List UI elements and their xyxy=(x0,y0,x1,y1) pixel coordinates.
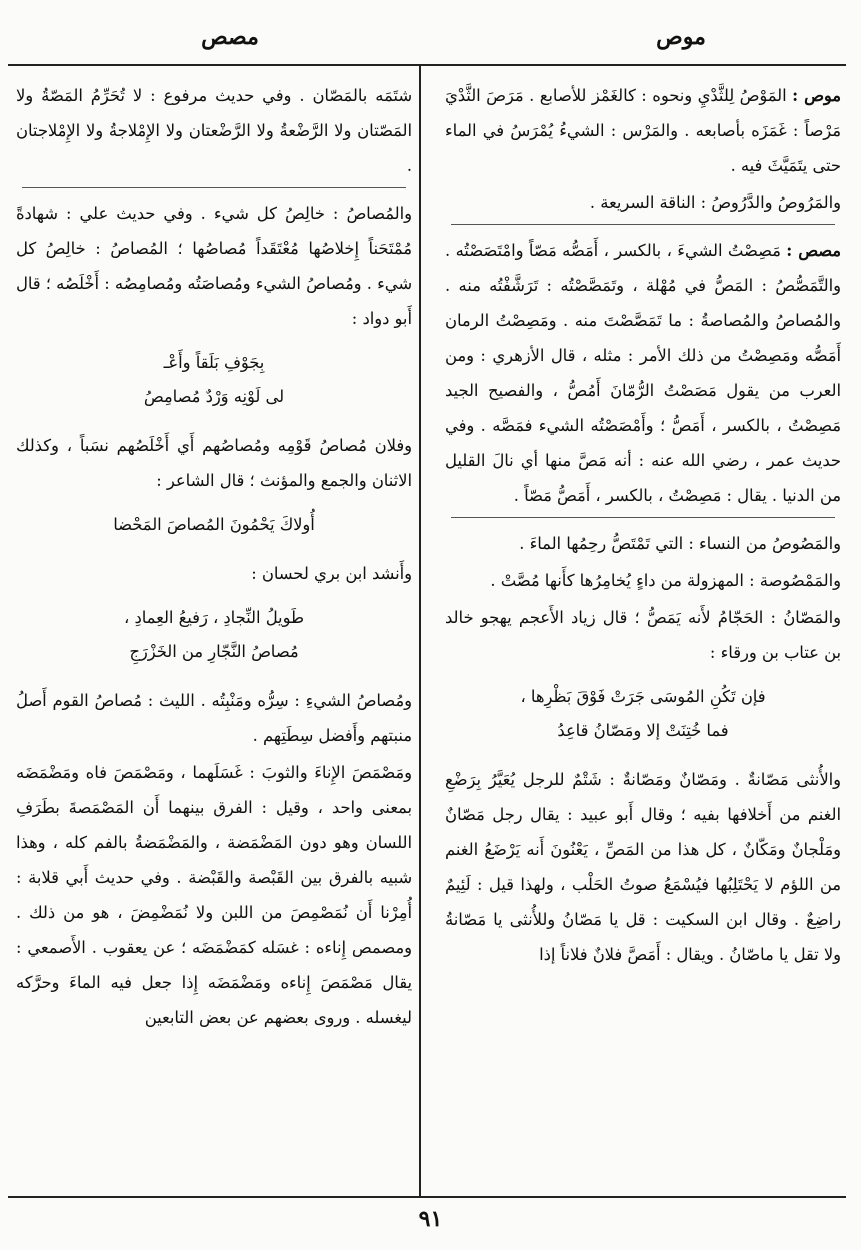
paragraph-separator xyxy=(22,187,406,188)
paragraph: والمَصُوصُ من النساء : التي تَمْتَصُّ رحِمُها الماءَ . xyxy=(519,534,841,553)
root-word: موص : xyxy=(792,86,841,105)
entry-text: مَصِصْتُ الشيءَ ، بالكسر ، أَمَصُّه مَصّاً وامْتَصَصْتُه . والتَّمَصُّصُ : المَصُّ في مُهْلة ، وتَمَصَّصْتُه : تَرَشَّفْتُه منه . والمُصاصُ والمُصاصةُ : ما تَمَصَّصْتَ منه . ومَصِصْتُ الرمان أَمَصُّه ومَصِصْتُ من ذلك الأمر : مثله ، قال الأزهري : ومن العرب من يقول مَصَصْتُ الرُّمّانَ أَمُصُّ ، والفصيح الجيد مَصِصْتُ ، بالكسر ، أَمَصُّ ؛ وأَمْصَصْتُه الشيء فمَصَّه . وفي حديث عمر ، رضي الله عنه : أنه مَصَّ منها أي نالَ القليل من الدنيا . يقال : مَصِصْتُ ، بالكسر ، أَمَصُّ مَصّاً . xyxy=(445,241,841,505)
verse-line: أُولاكَ يَحْمُونَ المُصاصَ المَحْضا xyxy=(113,515,315,534)
paragraph: وفلان مُصاصُ قَوْمِه ومُصاصُهم أَي أَخْلَصُهم نسَباً ، وكذلك الاثنان والجمع والمؤنث ؛ قال الشاعر : xyxy=(16,436,412,490)
poem xyxy=(16,346,412,414)
page-number: ٩١ xyxy=(418,1206,443,1232)
verse-line: مُصاصُ النَّجّارِ من الخَزْرَجِ xyxy=(129,642,299,661)
column-divider xyxy=(419,64,421,1196)
paragraph: والأُنثى مَصّانةٌ . ومَصّانٌ ومَصّانةٌ : شَتْمٌ للرجل يُعَيَّرُ بِرَضْعِ الغنم من أَخلافها بفيه ؛ وقال أَبو عبيد : يقال رجل مَصّانٌ ومَلْجانٌ ومَكّانٌ ، كل هذا من المَصِّ ، يَعْنُونَ أَنه يَرْضَعُ الغنم من اللؤم لا يَحْتَلِبُها فيُسْمَعُ صوتُ الحَلْب ، ولهذا قيل : لَئِيمٌ راضِعٌ . وقال ابن السكيت : قل يا مَصّانُ وللأُنثى يا مَصّانةُ ولا تقل يا ماصّانُ . ويقال : أَمَصَّ فلانٌ فلاناً إذا xyxy=(445,770,841,964)
left-column xyxy=(16,78,412,1190)
poem xyxy=(445,680,841,748)
paragraph: وأَنشد ابن بري لحسان : xyxy=(251,564,412,583)
paragraph: والمُصاصُ : خالِصُ كل شيء . وفي حديث علي : شهادةً مُمْتَحَناً إِخلاصُها مُعْتَقَداً مُصاصُها ؛ المُصاصُ : خالِصُ كل شيء . ومُصاصُ الشيء ومُصاصَتُه ومُصامِصُه : أَخْلَصُه ؛ قال أَبو دواد : xyxy=(16,204,412,328)
verse-line: طَويلُ النِّجادِ ، رَفيعُ العِمادِ ، xyxy=(124,608,304,627)
footer-rule xyxy=(8,1196,846,1198)
paragraph: والمَمْصُوصة : المهزولة من داءٍ يُخامِرُها كأَنها مُصَّتْ . xyxy=(490,571,841,590)
root-word: مصص : xyxy=(786,241,841,260)
entry-mws xyxy=(445,78,841,183)
right-column xyxy=(445,78,841,1190)
entry-mss xyxy=(445,233,841,513)
entry-separator xyxy=(451,224,835,225)
paragraph: والمَرُوصُ والدَّرُوصُ : الناقة السريعة . xyxy=(589,193,841,212)
verse-line: فما خُتِنَتْ إلا ومَصّانُ قاعِدُ xyxy=(557,721,729,740)
paragraph: ومَصْمَصَ الإِناءَ والثوبَ : غَسَلَهما ، ومَصْمَصَ فاه ومَضْمَضَه بمعنى واحد ، وقيل : الفرق بينهما أَن المَصْمَصةَ بطَرَفِ اللسان وهو دون المَضْمَضة ، والمَضْمَضةُ بالفم كله ، وهذا شبيه بالفرق بين القَبْصة والقَبْضة . وفي حديث أَبي قلابة : أُمِرْنا أَن نُمَصْمِصَ من اللبن ولا نُمَضْمِضَ ، هو من ذلك . ومصمص إِناءه : غسَله كمَضْمَضَه ؛ عن يعقوب . الأَصمعي : يقال مَصْمَصَ إِناءه ومَضْمَضَه إِذا جعل فيه الماءَ وحرَّكه ليغسله . وروى بعضهم عن بعض التابعين xyxy=(16,763,412,1027)
paragraph: والمَصّانُ : الحَجّامُ لأَنه يَمَصُّ ؛ قال زياد الأَعجم يهجو خالد بن عتاب بن ورقاء : xyxy=(445,608,841,662)
poem xyxy=(16,508,412,542)
paragraph-separator xyxy=(451,517,835,518)
running-head-right: موص xyxy=(656,24,706,50)
verse-line: فإن تَكُنِ المُوسَى جَرَتْ فَوْقَ بَظْرِها ، xyxy=(520,687,766,706)
poem xyxy=(16,601,412,669)
running-head-left: مصص xyxy=(201,24,259,50)
verse-line: لى لَوْنِه وَرْدٌ مُصامِصُ xyxy=(143,387,285,406)
paragraph: شتَمَه بالمَصّان . وفي حديث مرفوع : لا تُحَرِّمُ المَصّةُ ولا المَصّتان ولا الرَّضْعةُ ولا الرَّضْعتان ولا الإِمْلاجةُ ولا الإِمْلاجتان . xyxy=(16,86,412,175)
entry-text: المَوْصُ لِلثَّدْيِ ونحوه : كالغَمْز للأصابع . مَرَصَ الثَّدْيَ مَرْصاً : غَمَزَه بأصابعه . والمَرْس : الشيءُ يُمْرَسُ في الماء حتى يتَمَيَّثَ فيه . xyxy=(445,86,841,175)
paragraph: ومُصاصُ الشيءِ : سِرُّه ومَنْبِتُه . الليث : مُصاصُ القوم أَصلُ منبتهم وأَفضل سِطَتِهم . xyxy=(16,691,412,745)
header-rule xyxy=(8,64,846,66)
verse-line: بِجَوْفِ بَلَقاً وأَعْـ xyxy=(163,353,265,372)
